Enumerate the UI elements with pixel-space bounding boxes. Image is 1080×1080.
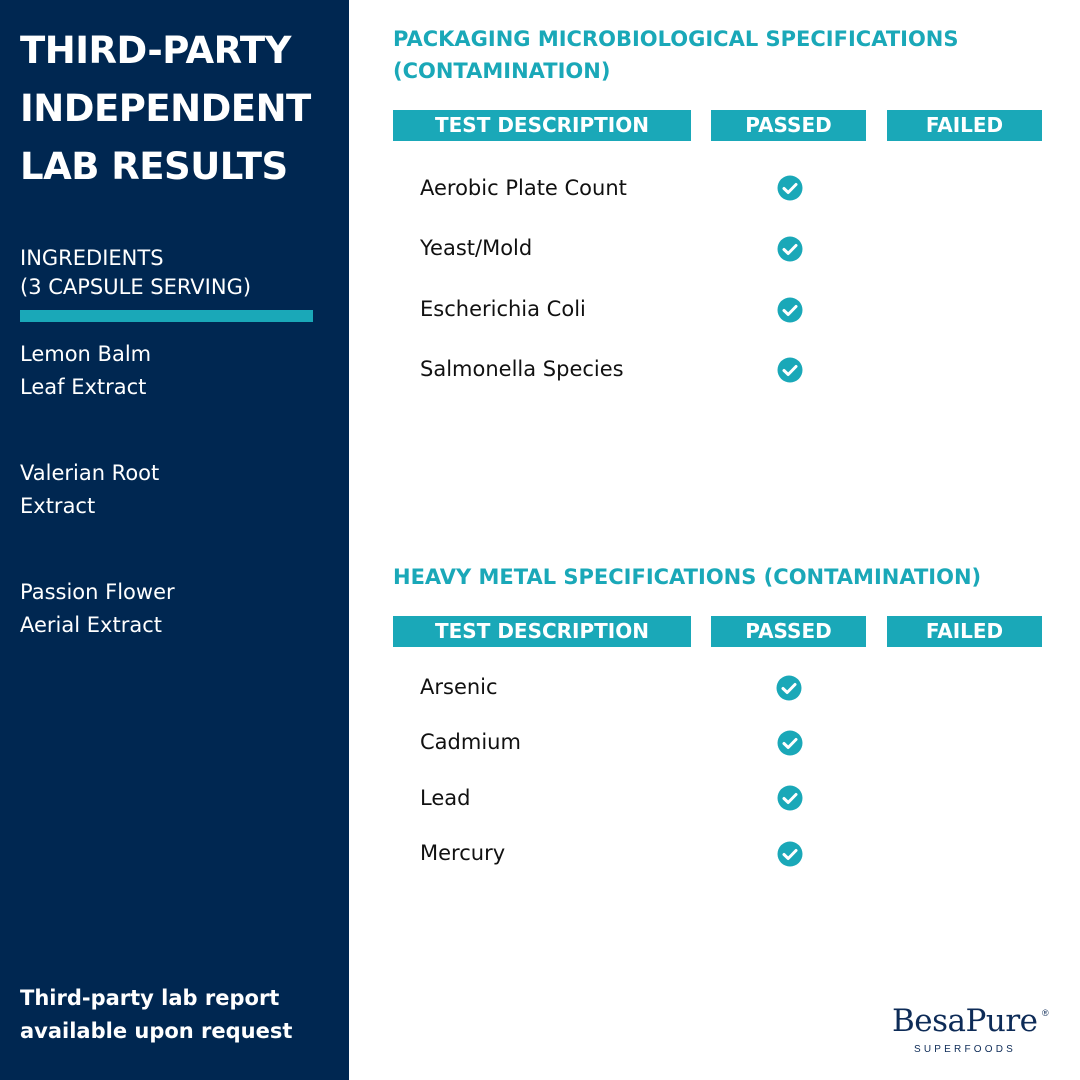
test-row-label: Salmonella Species: [420, 357, 624, 381]
ingredient-line: Passion Flower: [20, 580, 175, 604]
section-title-line: PACKAGING MICROBIOLOGICAL SPECIFICATIONS: [393, 27, 959, 51]
test-row-label: Escherichia Coli: [420, 297, 586, 321]
check-circle-icon: [777, 785, 803, 811]
sidebar: [0, 0, 349, 1080]
lab-report-note: [20, 982, 340, 1048]
ingredient-line: Extract: [20, 494, 96, 518]
section-title-microbiological: [393, 23, 1053, 87]
header-passed: PASSED: [711, 616, 866, 647]
section-title-heavy-metal: [393, 561, 1053, 593]
check-circle-icon: [777, 841, 803, 867]
header-passed: PASSED: [711, 110, 866, 141]
header-test-description: TEST DESCRIPTION: [393, 616, 691, 647]
section-title-line: (CONTAMINATION): [393, 59, 611, 83]
title-line: THIRD-PARTY: [20, 29, 291, 72]
test-row-label: Mercury: [420, 841, 506, 865]
ingredient-item: [20, 338, 340, 404]
brand-name: BesaPure: [892, 1003, 1038, 1039]
check-circle-icon: [777, 297, 803, 323]
ingredient-item: [20, 576, 340, 642]
test-row-label: Aerobic Plate Count: [420, 176, 627, 200]
registered-mark: ®: [1042, 1008, 1049, 1018]
test-row-label: Cadmium: [420, 730, 521, 754]
check-circle-icon: [777, 236, 803, 262]
note-line: Third-party lab report: [20, 986, 280, 1010]
ingredients-heading: [20, 244, 340, 302]
brand-tagline: SUPERFOODS: [914, 1044, 1017, 1055]
ingredients-divider: [20, 310, 313, 322]
ingredient-item: [20, 457, 340, 523]
ingredient-line: Aerial Extract: [20, 613, 162, 637]
header-test-description: TEST DESCRIPTION: [393, 110, 691, 141]
section-title-line: HEAVY METAL SPECIFICATIONS (CONTAMINATION): [393, 565, 982, 589]
ingredients-heading-line: (3 CAPSULE SERVING): [20, 275, 252, 299]
header-failed: FAILED: [887, 616, 1042, 647]
header-failed: FAILED: [887, 110, 1042, 141]
ingredients-heading-line: INGREDIENTS: [20, 246, 164, 270]
check-circle-icon: [776, 675, 802, 701]
ingredient-line: Valerian Root: [20, 461, 160, 485]
ingredient-line: Leaf Extract: [20, 375, 147, 399]
check-circle-icon: [777, 730, 803, 756]
title-line: LAB RESULTS: [20, 145, 288, 188]
check-circle-icon: [777, 175, 803, 201]
test-row-label: Lead: [420, 786, 471, 810]
test-row-label: Yeast/Mold: [420, 236, 533, 260]
ingredient-line: Lemon Balm: [20, 342, 152, 366]
title-line: INDEPENDENT: [20, 87, 311, 130]
page-title: [20, 22, 340, 196]
note-line: available upon request: [20, 1019, 293, 1043]
check-circle-icon: [777, 357, 803, 383]
test-row-label: Arsenic: [420, 675, 498, 699]
brand-logo: [888, 1000, 1058, 1060]
